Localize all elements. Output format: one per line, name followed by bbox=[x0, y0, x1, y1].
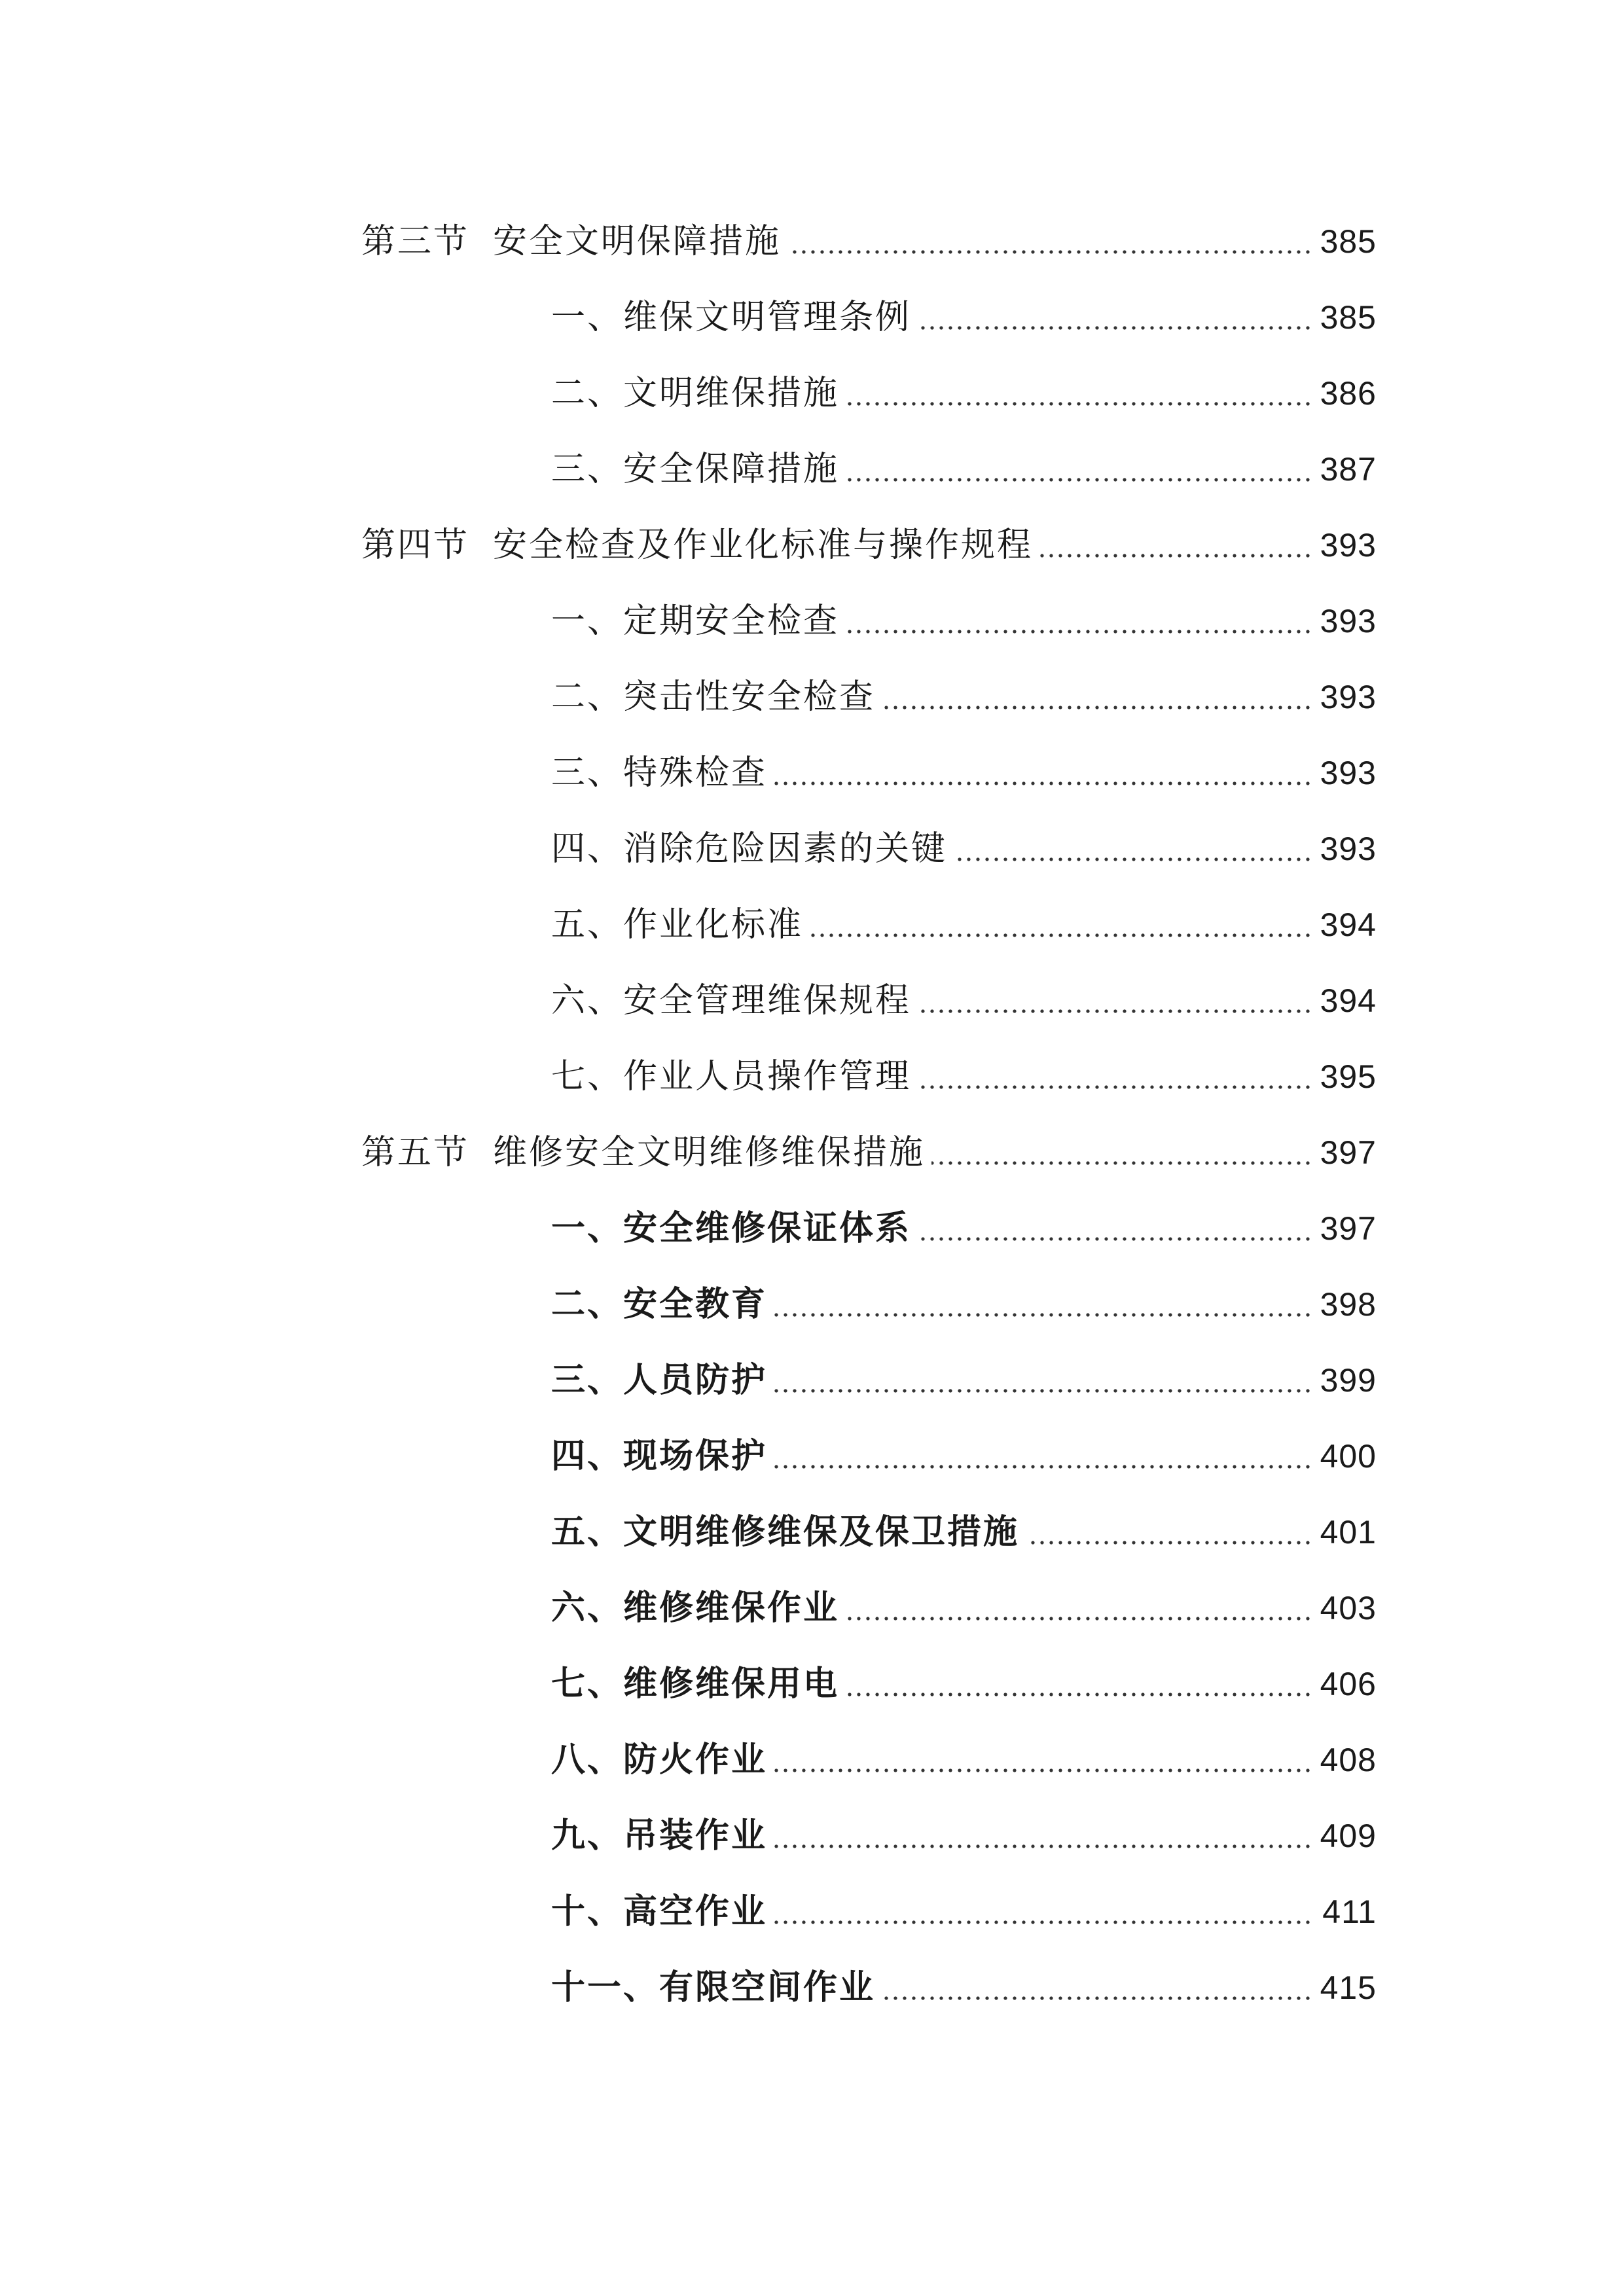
toc-entry-title-group bbox=[0, 583, 839, 659]
dot-leader bbox=[918, 279, 1312, 355]
toc-entry-title: 二、文明维保措施 bbox=[551, 374, 840, 413]
toc-section-5[interactable] bbox=[0, 1115, 1624, 1191]
toc-entry-title: 五、作业化标准 bbox=[551, 905, 804, 944]
toc-entry-title-group bbox=[0, 1950, 875, 2026]
toc-entry-title-group bbox=[0, 1342, 767, 1418]
toc-page-number: 393 bbox=[1320, 755, 1377, 791]
toc-entry-title: 五、文明维修维保及保卫措施 bbox=[551, 1513, 1020, 1552]
dot-leader bbox=[846, 355, 1312, 431]
toc-page-number: 415 bbox=[1320, 1969, 1377, 2006]
toc-entry-title-group bbox=[0, 431, 839, 507]
toc-entry-title-group bbox=[0, 1722, 767, 1798]
toc-entry-title: 维修安全文明维修维保措施 bbox=[493, 1133, 926, 1172]
toc-section-label: 第四节 bbox=[361, 526, 470, 565]
toc-entry-title-group bbox=[0, 1191, 911, 1266]
toc-section-label: 第三节 bbox=[361, 222, 470, 261]
toc-page-number: 394 bbox=[1320, 906, 1377, 943]
toc-item[interactable] bbox=[0, 1418, 1624, 1494]
toc-entry-title-group bbox=[0, 963, 911, 1039]
toc-section-4[interactable] bbox=[0, 507, 1624, 583]
dot-leader bbox=[882, 659, 1312, 735]
toc-page-number: 395 bbox=[1320, 1058, 1377, 1095]
toc-entry-title-group bbox=[0, 735, 767, 811]
toc-entry-title: 七、维修维保用电 bbox=[551, 1664, 840, 1704]
toc-entry-title-group bbox=[0, 1798, 767, 1874]
toc-item[interactable] bbox=[0, 887, 1624, 963]
dot-leader bbox=[774, 1418, 1312, 1494]
toc-page-number: 398 bbox=[1320, 1286, 1377, 1323]
toc-section-3[interactable] bbox=[0, 204, 1624, 279]
toc-entry-title-group bbox=[0, 1646, 839, 1722]
toc-entry-title: 一、安全维修保证体系 bbox=[551, 1209, 912, 1248]
toc-page-number: 411 bbox=[1322, 1893, 1377, 1930]
toc-page-number: 399 bbox=[1320, 1362, 1377, 1399]
dot-leader bbox=[774, 1266, 1312, 1342]
toc-entry-title-group bbox=[0, 1494, 1019, 1570]
toc-item[interactable] bbox=[0, 1722, 1624, 1798]
dot-leader bbox=[774, 1342, 1312, 1418]
toc-page-number: 393 bbox=[1320, 679, 1377, 715]
toc-entry-title-group bbox=[0, 887, 803, 963]
toc-page-number: 393 bbox=[1320, 831, 1377, 867]
dot-leader bbox=[810, 887, 1312, 963]
toc-item[interactable] bbox=[0, 963, 1624, 1039]
toc-entry-title: 八、防火作业 bbox=[551, 1740, 768, 1780]
toc-entry-title-group bbox=[0, 1570, 839, 1646]
toc-page-number: 393 bbox=[1320, 527, 1377, 564]
toc-entry-title: 六、安全管理维保规程 bbox=[551, 981, 912, 1020]
dot-leader bbox=[846, 431, 1312, 507]
toc-entry-title: 七、作业人员操作管理 bbox=[551, 1057, 912, 1096]
toc-entry-title: 三、人员防护 bbox=[551, 1361, 768, 1400]
toc-item[interactable] bbox=[0, 1646, 1624, 1722]
toc-item[interactable] bbox=[0, 1950, 1624, 2026]
toc-item[interactable] bbox=[0, 1191, 1624, 1266]
toc-entry-title: 二、安全教育 bbox=[551, 1285, 768, 1324]
dot-leader bbox=[774, 1722, 1312, 1798]
toc-entry-title: 一、维保文明管理条例 bbox=[551, 298, 912, 337]
toc-page-number: 385 bbox=[1320, 299, 1377, 336]
toc-entry-title-group bbox=[0, 1874, 767, 1950]
toc-page-number: 393 bbox=[1320, 603, 1377, 639]
toc-item[interactable] bbox=[0, 1570, 1624, 1646]
toc-entry-title: 十、高空作业 bbox=[551, 1892, 768, 1931]
toc-item[interactable] bbox=[0, 1039, 1624, 1115]
dot-leader bbox=[1039, 507, 1312, 583]
toc-entry-title-group bbox=[0, 1039, 911, 1115]
dot-leader bbox=[774, 1798, 1312, 1874]
dot-leader bbox=[918, 1039, 1312, 1115]
toc-page-number: 408 bbox=[1320, 1742, 1377, 1778]
toc-item[interactable] bbox=[0, 431, 1624, 507]
toc-entry-title-group bbox=[0, 279, 911, 355]
toc-page-number: 397 bbox=[1320, 1134, 1377, 1171]
toc-entry-title-group bbox=[0, 1418, 767, 1494]
toc-section-label: 第五节 bbox=[361, 1133, 470, 1172]
toc-item[interactable] bbox=[0, 811, 1624, 887]
dot-leader bbox=[918, 963, 1312, 1039]
toc-entry-title: 一、定期安全检查 bbox=[551, 601, 840, 641]
toc-entry-title: 安全文明保障措施 bbox=[493, 222, 782, 261]
toc-entry-title: 六、维修维保作业 bbox=[551, 1588, 840, 1628]
toc-entry-title-group bbox=[0, 811, 947, 887]
toc-entry-title-group bbox=[0, 204, 781, 279]
dot-leader bbox=[846, 583, 1312, 659]
dot-leader bbox=[1026, 1494, 1312, 1570]
toc-item[interactable] bbox=[0, 1874, 1624, 1950]
toc-item[interactable] bbox=[0, 1494, 1624, 1570]
dot-leader bbox=[774, 1874, 1312, 1950]
toc-page-number: 397 bbox=[1320, 1210, 1377, 1247]
toc-entry-title: 九、吊装作业 bbox=[551, 1816, 768, 1856]
toc-entry-title-group bbox=[0, 355, 839, 431]
dot-leader bbox=[774, 735, 1312, 811]
toc-entry-title: 安全检查及作业化标准与操作规程 bbox=[493, 526, 1034, 565]
dot-leader bbox=[846, 1646, 1312, 1722]
dot-leader bbox=[882, 1950, 1312, 2026]
toc-item[interactable] bbox=[0, 279, 1624, 355]
dot-leader bbox=[787, 204, 1312, 279]
toc-entry-title-group bbox=[0, 659, 875, 735]
toc-entry-title-group bbox=[0, 1115, 925, 1191]
toc-item[interactable] bbox=[0, 583, 1624, 659]
toc-entry-title: 三、安全保障措施 bbox=[551, 450, 840, 489]
toc-entry-title: 二、突击性安全检查 bbox=[551, 677, 876, 717]
toc-page-number: 385 bbox=[1320, 223, 1377, 260]
toc-page-number: 409 bbox=[1320, 1818, 1377, 1854]
toc-item[interactable] bbox=[0, 1266, 1624, 1342]
toc-item[interactable] bbox=[0, 735, 1624, 811]
dot-leader bbox=[846, 1570, 1312, 1646]
toc-item[interactable] bbox=[0, 1342, 1624, 1418]
dot-leader bbox=[954, 811, 1312, 887]
toc-page-number: 387 bbox=[1320, 451, 1377, 488]
toc-page-number: 400 bbox=[1320, 1438, 1377, 1475]
toc-entry-title-group bbox=[0, 1266, 767, 1342]
toc-entry-title: 四、现场保护 bbox=[551, 1437, 768, 1476]
toc-entry-title: 十一、有限空间作业 bbox=[551, 1968, 876, 2007]
dot-leader bbox=[931, 1115, 1312, 1191]
toc-entry-title: 三、特殊检查 bbox=[551, 753, 768, 793]
toc-item[interactable] bbox=[0, 1798, 1624, 1874]
toc-entry-title: 四、消除危险因素的关键 bbox=[551, 829, 948, 869]
toc-entry-title-group bbox=[0, 507, 1033, 583]
toc-page-number: 406 bbox=[1320, 1666, 1377, 1702]
dot-leader bbox=[918, 1191, 1312, 1266]
toc-page-number: 403 bbox=[1320, 1590, 1377, 1626]
toc-item[interactable] bbox=[0, 355, 1624, 431]
toc-page-number: 394 bbox=[1320, 982, 1377, 1019]
toc-item[interactable] bbox=[0, 659, 1624, 735]
toc-page-number: 386 bbox=[1320, 375, 1377, 412]
toc-page-number: 401 bbox=[1320, 1514, 1377, 1551]
